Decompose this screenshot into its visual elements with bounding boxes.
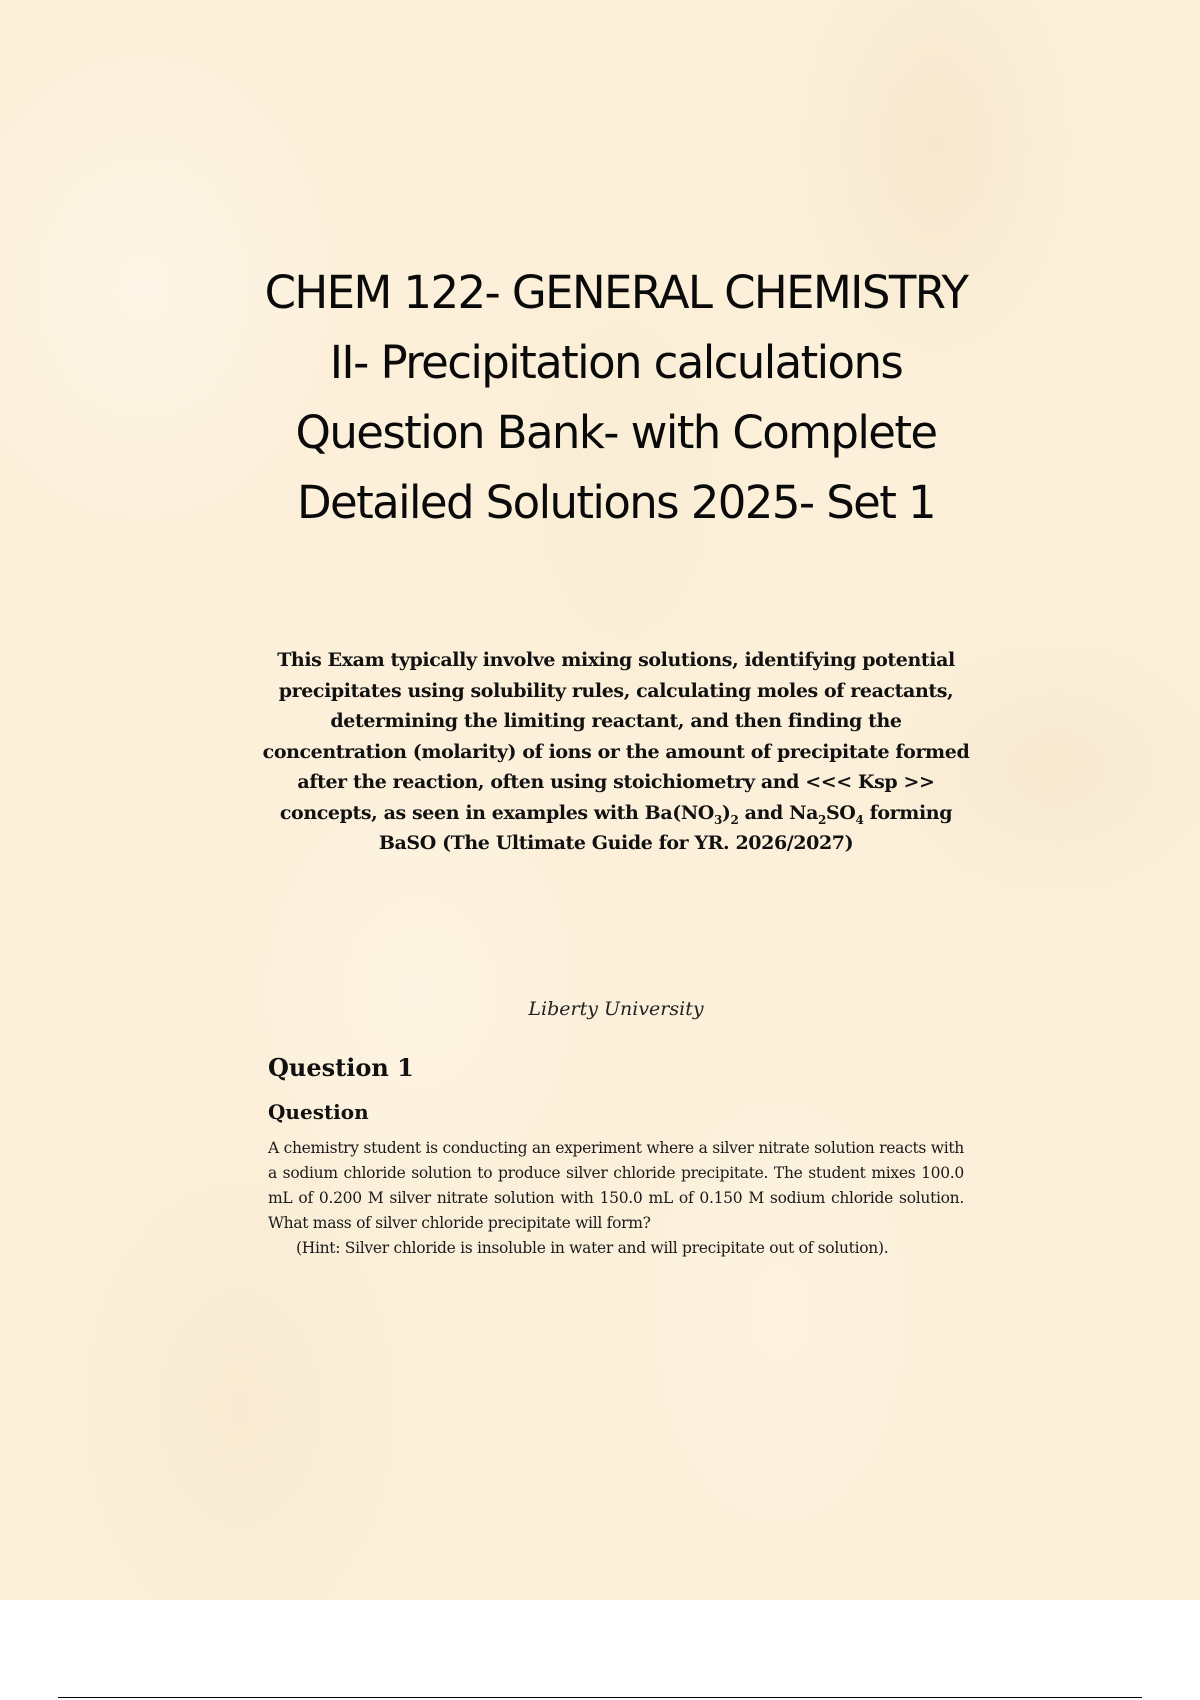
question-1-subheading: Question <box>268 1100 369 1124</box>
question-1-heading: Question 1 <box>268 1053 414 1082</box>
intro-paragraph <box>262 645 970 859</box>
question-1-body: A chemistry student is conducting an experiment where a silver nitrate solution reacts with a sodium chloride solution to produce silver chloride precipitate. The student mixes 100.0 mL of 0.200 M silver nitrate solution with 150.0 mL of 0.150 M sodium chloride solution. What mass of silver chloride precipitate will form? <box>268 1139 964 1232</box>
intro-text-part1: This Exam typically involve mixing solutions, identifying potential precipitates using solubility rules, calculating moles of reactants, determining the limiting reactant, and then finding the concentration (molarity) of ions or the amount of precipitate formed after the reaction, often using stoichiometry and <<< Ksp >> concepts, as seen in examples with Ba(NO <box>262 649 970 824</box>
intro-text-part5: forming BaSO (The Ultimate Guide for YR. 2026/2027) <box>378 801 953 854</box>
intro-text-part4: SO <box>825 801 856 824</box>
intro-text-part3: and Na <box>738 801 818 824</box>
footer-divider <box>58 1697 1142 1698</box>
question-1-hint: (Hint: Silver chloride is insoluble in water and will precipitate out of solution). <box>296 1239 889 1257</box>
intro-subscript-4: 4 <box>855 812 864 827</box>
university-name: Liberty University <box>528 998 704 1020</box>
intro-subscript-1: 3 <box>713 812 722 827</box>
intro-text-part2: ) <box>721 801 731 824</box>
intro-subscript-3: 2 <box>818 812 826 827</box>
document-title: CHEM 122- GENERAL CHEMISTRY II- Precipitation calculations Question Bank- with Complete Detailed Solutions 2025- Set 1 <box>264 266 968 529</box>
intro-subscript-2: 2 <box>730 812 739 827</box>
